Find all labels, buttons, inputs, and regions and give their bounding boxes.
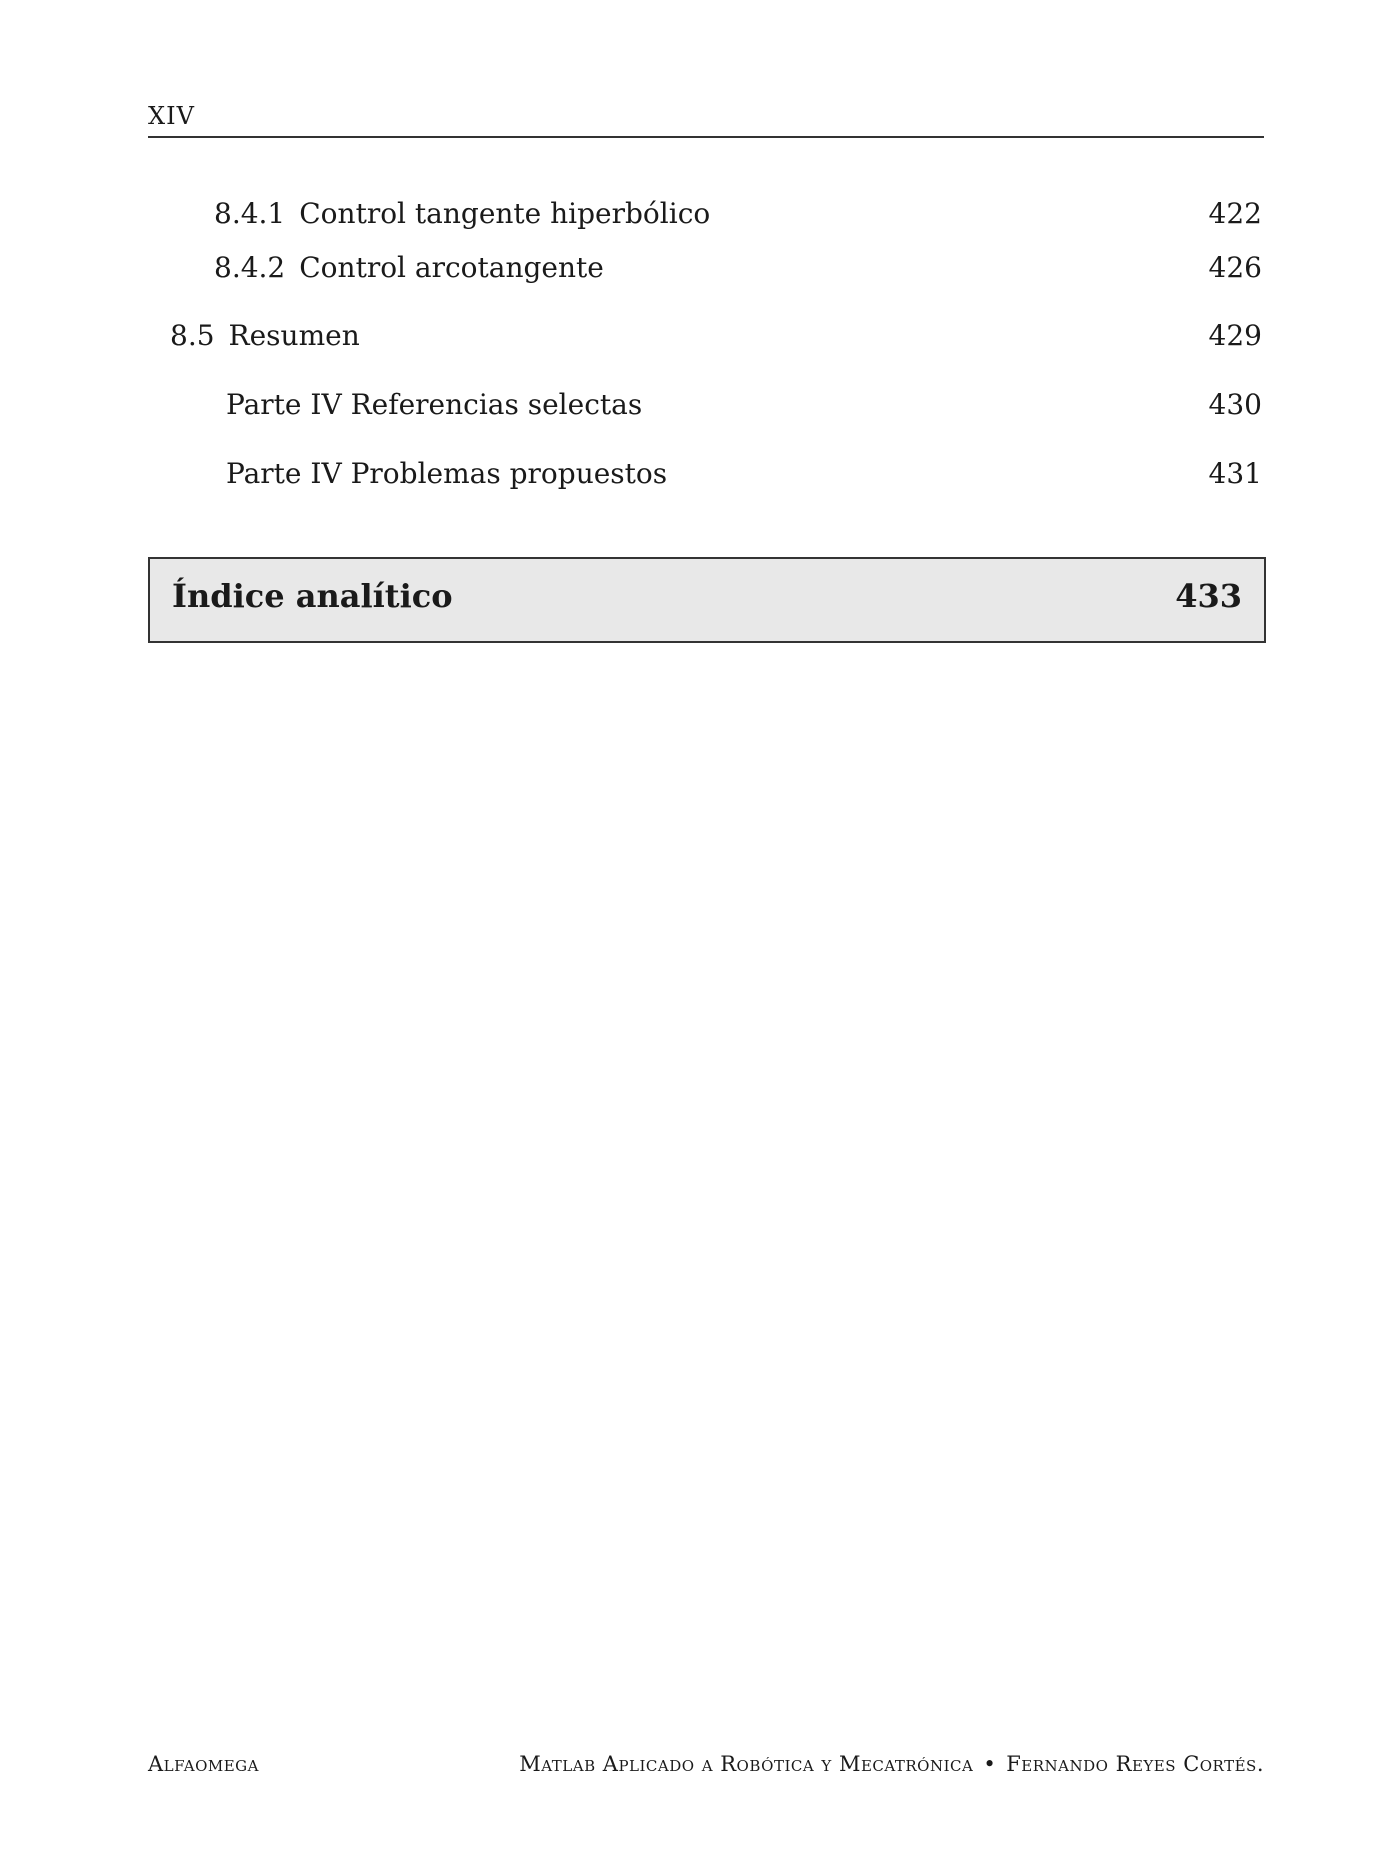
toc-entry-page: 431 (1208, 457, 1262, 490)
toc-entry-8-4-1[interactable] (214, 194, 1262, 234)
toc-entry-number: 8.4.1 (214, 197, 286, 230)
toc-entry-problemas[interactable] (226, 454, 1262, 494)
page-footer (148, 1752, 1264, 1784)
footer-book-title: Matlab Aplicado a Robótica y Mecatrónica (519, 1752, 974, 1776)
page-header (148, 100, 1264, 138)
toc-entry-page: 430 (1208, 388, 1262, 421)
toc-entry-page: 429 (1208, 319, 1262, 352)
toc-entry-title: Control arcotangente (299, 251, 604, 284)
toc-entry-8-4-2[interactable] (214, 248, 1262, 288)
index-title: Índice analítico (172, 577, 453, 615)
footer-author: Fernando Reyes Cortés. (1006, 1752, 1264, 1776)
toc-entry-referencias[interactable] (226, 385, 1262, 425)
toc-entry-page: 426 (1208, 251, 1262, 284)
toc-entry-page: 422 (1208, 197, 1262, 230)
page-number: XIV (148, 102, 195, 130)
toc-entry-title: Parte IV Problemas propuestos (226, 457, 668, 490)
footer-book-info (519, 1752, 1264, 1776)
toc-entry-title: Control tangente hiperbólico (299, 197, 711, 230)
index-page: 433 (1175, 577, 1242, 615)
index-entry-box[interactable] (148, 557, 1266, 643)
toc-entry-number: 8.5 (170, 319, 215, 352)
toc-entry-title: Parte IV Referencias selectas (226, 388, 643, 421)
toc-entry-8-5[interactable] (170, 316, 1262, 356)
footer-separator: • (983, 1752, 997, 1776)
toc-entry-number: 8.4.2 (214, 251, 286, 284)
footer-publisher: Alfaomega (148, 1752, 259, 1776)
toc-entry-title: Resumen (228, 319, 360, 352)
